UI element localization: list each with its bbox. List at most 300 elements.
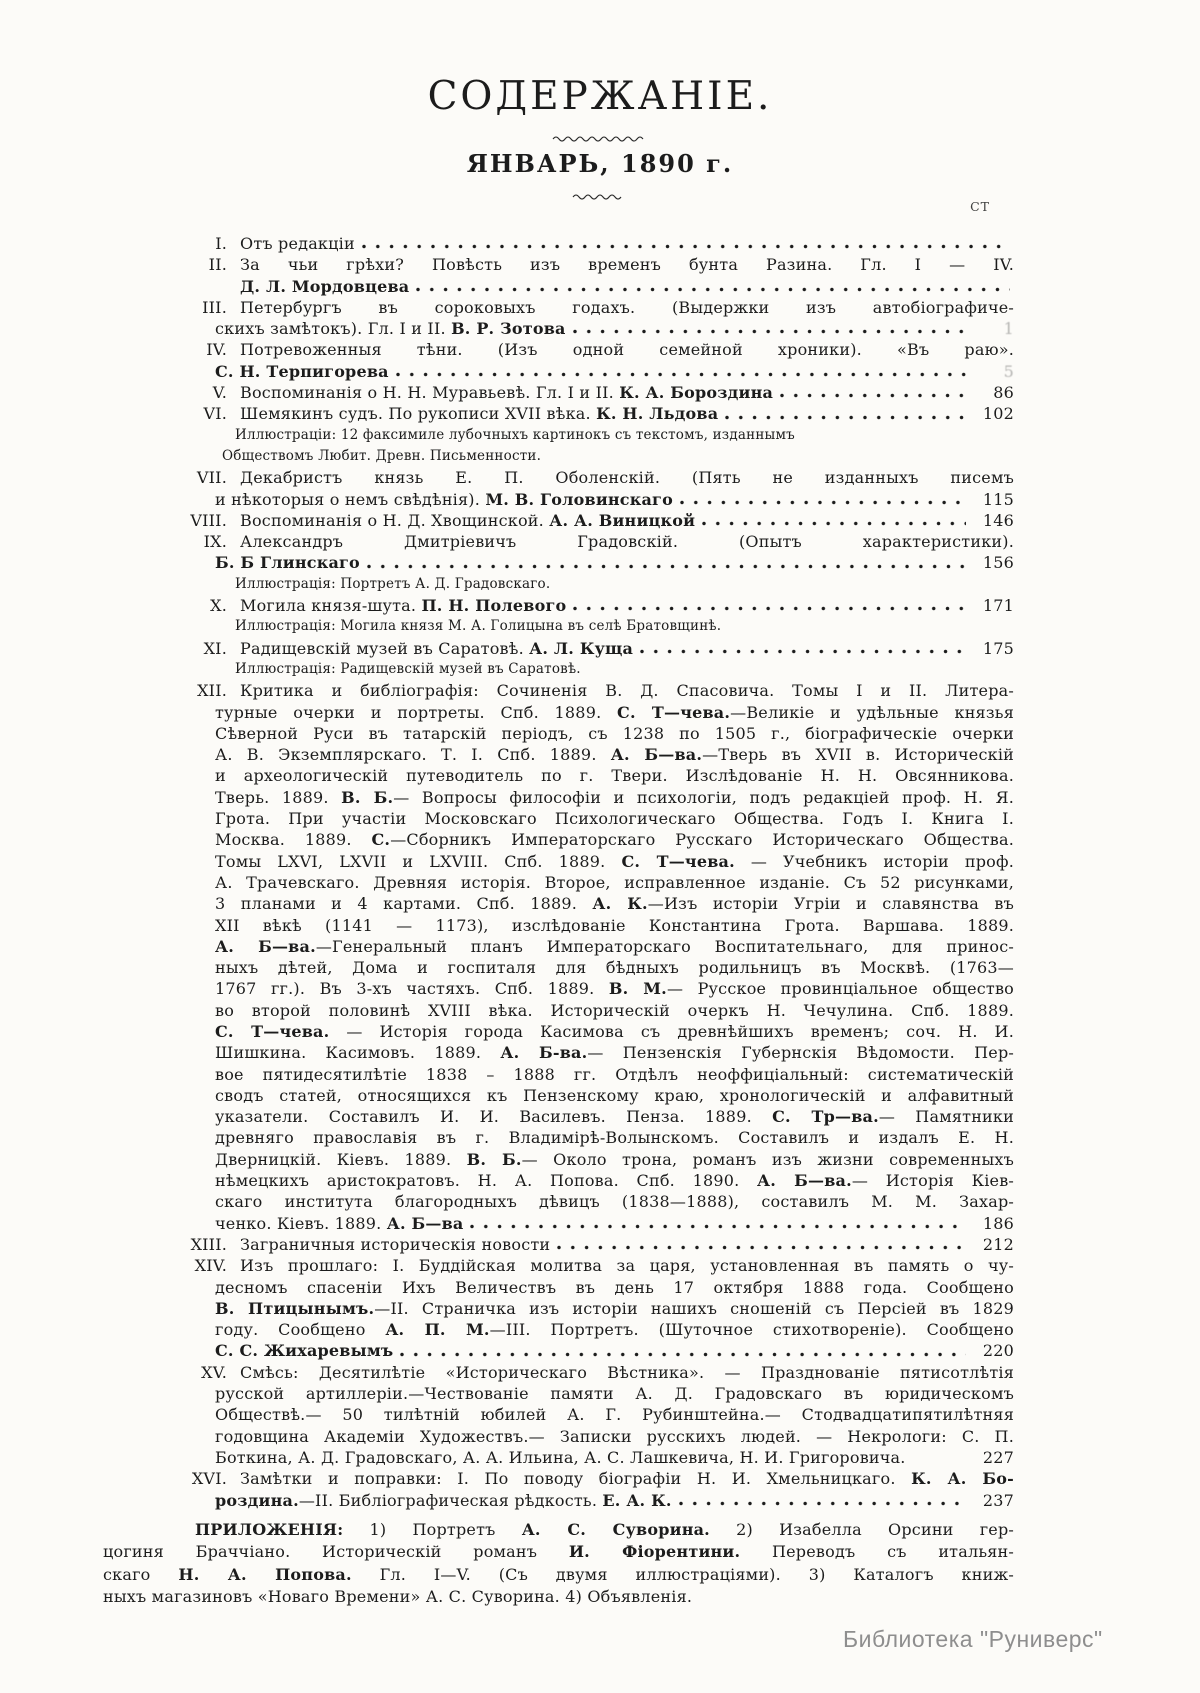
entry-text	[215, 361, 389, 382]
toc-entry	[103, 403, 1014, 467]
entry-text-segment: Томы LXVI, LXVII и LXVIII. Спб. 1889.	[215, 851, 622, 871]
toc-entry	[103, 1255, 1014, 1361]
entry-text-segment: Могила князя-шута.	[240, 596, 422, 616]
entry-text	[215, 1277, 1014, 1298]
toc-line	[103, 744, 1014, 765]
entry-text-segment: —II. Страничка изъ исторіи нашихъ сношеній съ Персіей въ 1829	[374, 1298, 1014, 1318]
toc-line	[103, 957, 1014, 978]
page-number: 237	[982, 1490, 1014, 1510]
entry-text-segment: —Великіе и удѣльные князья	[730, 702, 1014, 722]
entry-text	[215, 1490, 672, 1511]
toc-line	[103, 915, 1014, 936]
toc-line	[103, 1191, 1014, 1212]
entry-text-segment: Москва. 1889.	[215, 830, 372, 850]
entry-text	[215, 957, 1014, 978]
entry-text-segment: и археологическій путеводитель по г. Твери. Изслѣдованіе Н. Н. Овсянникова.	[215, 766, 1014, 786]
entry-text	[215, 1085, 1014, 1106]
entry-text-segment: Переводъ съ итальян-	[740, 1542, 1015, 1562]
author-name: А. А. Виницкой	[549, 510, 696, 530]
entry-text	[240, 1234, 550, 1255]
toc-entry	[103, 510, 1014, 531]
squiggle-divider	[552, 133, 648, 143]
entry-text-segment: Радищевскій музей въ Саратовѣ.	[240, 638, 530, 658]
toc-line	[103, 1234, 1014, 1255]
author-name: А. Б—ва.	[215, 936, 316, 956]
entry-number: XI.	[203, 638, 227, 658]
toc-line	[103, 403, 1014, 424]
entry-number: X.	[210, 596, 227, 616]
author-name: К. А. Бороздина	[619, 383, 774, 403]
appendix-paragraph	[103, 1519, 1014, 1609]
entry-text	[240, 233, 355, 254]
toc-line	[103, 339, 1014, 360]
author-name: А. Л. Куща	[529, 638, 634, 658]
entry-text-segment: 1767 гг.). Въ 3-хъ частяхъ. Спб. 1889.	[215, 979, 609, 999]
entry-text	[215, 978, 1014, 999]
entry-text	[240, 254, 1014, 275]
toc-line	[103, 361, 1014, 382]
entry-text	[215, 1000, 1014, 1021]
entry-text	[215, 1127, 1014, 1148]
entry-number: III.	[202, 297, 227, 317]
entry-text	[240, 403, 718, 424]
entry-text-segment: ныхъ магазиновъ «Новаго Времени» А. С. Суворина. 4) Объявленія.	[103, 1587, 693, 1607]
entry-text	[240, 1362, 1014, 1383]
entry-number: II.	[208, 255, 227, 275]
entry-text-segment: Александръ Дмитріевичъ Градовскій. (Опытъ характеристики).	[240, 532, 1014, 552]
entry-text	[215, 1383, 1014, 1404]
toc-line	[103, 936, 1014, 957]
entry-text-segment: Декабристъ князь Е. П. Оболенскій. (Пять не изданныхъ писемъ	[240, 468, 1014, 488]
entry-text-segment: Заграничныя историческія новости	[240, 1234, 551, 1254]
toc-entry	[103, 339, 1014, 382]
entry-text	[215, 723, 1014, 744]
toc-line	[103, 616, 1014, 637]
entry-text-segment: Шемякинъ судъ. По рукописи XVII вѣка.	[240, 404, 597, 424]
entry-text-segment: —Изъ исторіи Угріи и славянства въ	[647, 894, 1014, 914]
author-name: Н. А. Попова.	[178, 1564, 352, 1584]
entry-text-segment: Сѣверной Руси въ татарскій періодъ, съ 1238 по 1505 г., біографическіе очерки	[215, 723, 1014, 743]
author-name: С. Т—чева.	[621, 851, 735, 871]
dot-leader	[470, 1213, 966, 1234]
toc-line	[103, 595, 1014, 616]
entry-text-segment: скихъ замѣтокъ). Гл. I и II.	[215, 319, 452, 339]
dot-leader	[680, 489, 966, 510]
toc-line	[103, 765, 1014, 786]
toc-entry	[103, 1234, 1014, 1255]
entry-text	[215, 1319, 1014, 1340]
page-number: 220	[982, 1341, 1014, 1361]
page-title: СОДЕРЖАНІЕ.	[427, 74, 773, 119]
page-number: 146	[982, 510, 1014, 530]
entry-text	[215, 787, 1014, 808]
entry-text-segment: Обществомъ Любит. Древн. Письменности.	[222, 447, 542, 464]
author-name: ПРИЛОЖЕНІЯ:	[195, 1520, 344, 1539]
entry-text-segment: Тверь. 1889.	[215, 787, 342, 807]
toc-line	[103, 851, 1014, 872]
toc-line	[103, 254, 1014, 275]
entry-number: VIII.	[190, 510, 227, 530]
entry-text	[240, 595, 566, 616]
entry-text	[240, 382, 773, 403]
entry-text	[240, 1468, 1014, 1489]
entry-text-segment: годовщина Академіи Художествъ.— Записки русскихъ людей. — Некрологи: С. П.	[215, 1426, 1014, 1446]
dot-leader	[640, 638, 966, 659]
author-name: С. Н. Терпигорева	[215, 361, 389, 381]
toc-line	[103, 1000, 1014, 1021]
entry-text	[215, 1191, 1014, 1212]
toc-line	[103, 1255, 1014, 1276]
entry-text	[215, 1149, 1014, 1170]
toc-line	[103, 680, 1014, 701]
page-number: 212	[982, 1234, 1014, 1254]
dot-leader	[725, 403, 966, 424]
entry-text-segment: —Генеральный планъ Императорскаго Воспитательнаго, для принос-	[315, 936, 1014, 956]
entry-text	[215, 1213, 463, 1234]
entry-text	[215, 808, 1014, 829]
entry-text-segment: 2) Изабелла Орсини гер-	[709, 1520, 1015, 1539]
entry-number: XII.	[197, 681, 227, 701]
entry-text	[235, 659, 1014, 680]
entry-text	[215, 1170, 1014, 1191]
toc-entry	[103, 531, 1014, 595]
toc-line	[103, 1447, 1014, 1468]
entry-text-segment: скаго института благородныхъ дѣвицъ (1838—1888), составилъ М. М. Захар-	[215, 1192, 1014, 1212]
entry-text	[215, 1426, 1014, 1447]
entry-text-segment: Замѣтки и поправки: I. По поводу біографіи Н. И. Хмельницкаго.	[240, 1469, 912, 1489]
entry-text-segment: — Учебникъ исторіи проф.	[734, 851, 1014, 871]
entry-text-segment: —Тверь въ XVII в. Историческій	[702, 745, 1015, 765]
entry-text-segment: Гл. I—V. (Съ двумя иллюстраціями). 3) Каталогъ книж-	[351, 1564, 1014, 1584]
entry-text	[240, 467, 1014, 488]
entry-text-segment: Шишкина. Касимовъ. 1889.	[215, 1043, 501, 1063]
entry-text-segment: XII вѣкѣ (1141 — 1173), изслѣдованіе Константина Грота. Варшава. 1889.	[215, 915, 1014, 935]
entry-text-segment: русской артиллеріи.—Чествованіе памяти А. Д. Градовскаго въ юридическомъ	[215, 1384, 1014, 1404]
entry-text	[215, 915, 1014, 936]
entry-text	[235, 574, 1014, 595]
entry-text-segment: Смѣсь: Десятилѣтіе «Историческаго Вѣстника». — Празднованіе пятисотлѣтія	[240, 1362, 1014, 1382]
dot-leader	[702, 510, 966, 531]
toc-line	[103, 1426, 1014, 1447]
library-watermark: Библиотека "Руниверс"	[843, 1626, 1103, 1652]
toc-line	[103, 276, 1014, 297]
toc-line	[103, 425, 1014, 446]
toc-line	[103, 1468, 1014, 1489]
toc-line	[103, 1149, 1014, 1170]
entry-number: IV.	[206, 340, 227, 360]
entry-text	[240, 1255, 1014, 1276]
entry-text	[240, 680, 1014, 701]
entry-text-segment: во второй половинѣ XVIII вѣка. Историческій очеркъ Н. Чечулина. Спб. 1889.	[215, 1000, 1014, 1020]
author-name: роздина.	[215, 1490, 299, 1510]
author-name: А. Б—ва.	[610, 745, 703, 765]
entry-text-segment: Петербургъ въ сороковыхъ годахъ. (Выдержки изъ автобіографиче-	[240, 297, 1014, 317]
page-number: 175	[982, 638, 1014, 658]
toc-line	[103, 1340, 1014, 1361]
entry-text-segment: Иллюстрація: Могила князя М. А. Голицына въ селѣ Братовщинѣ.	[235, 618, 722, 635]
toc-line	[103, 1404, 1014, 1425]
toc-line	[103, 1064, 1014, 1085]
toc-line	[103, 510, 1014, 531]
toc-line	[103, 382, 1014, 403]
entry-text	[240, 531, 1014, 552]
toc-line	[103, 638, 1014, 659]
entry-number: VI.	[203, 404, 227, 424]
toc-line	[103, 1277, 1014, 1298]
author-name: А. С. Суворина.	[521, 1520, 710, 1539]
page-number: 186	[982, 1213, 1014, 1233]
author-name: Е. А. К.	[602, 1490, 672, 1510]
toc-line	[103, 531, 1014, 552]
entry-text	[240, 276, 409, 297]
toc-entry	[103, 1362, 1014, 1468]
author-name: С. Тр—ва.	[772, 1107, 879, 1127]
entry-text-segment: А. В. Экземплярскаго. Т. I. Спб. 1889.	[215, 745, 611, 765]
entry-text	[215, 489, 673, 510]
author-name: И. Фіорентини.	[568, 1542, 741, 1562]
entry-text-segment: году. Сообщено	[215, 1320, 386, 1340]
author-name: Б. Б Глинскаго	[215, 553, 360, 573]
entry-text-segment: За чьи грѣхи? Повѣсть изъ временъ бунта Разина. Гл. I — IV.	[240, 255, 1014, 275]
entry-text-segment: турные очерки и портреты. Спб. 1889.	[215, 702, 618, 722]
entry-text-segment: — Вопросы философіи и психологіи, подъ редакціей проф. Н. Я.	[393, 787, 1014, 807]
entry-text-segment: Боткина, А. Д. Градовскаго, А. А. Ильина, А. С. Лашкевича, Н. И. Григоровича.	[215, 1447, 906, 1467]
table-of-contents	[103, 233, 1014, 1511]
entry-number: XIII.	[190, 1234, 227, 1254]
appendix-line	[103, 1519, 1014, 1541]
entry-text-segment: Критика и библіографія: Сочиненія В. Д. Спасовича. Томы I и II. Литера-	[240, 681, 1014, 701]
entry-text	[215, 1042, 1014, 1063]
entry-text-segment: — Исторія Кіев-	[851, 1171, 1015, 1191]
entry-number: VII.	[196, 468, 227, 488]
entry-text-segment: 3 планами и 4 картами. Спб. 1889.	[215, 894, 593, 914]
entry-text-segment: Дверницкій. Кіевъ. 1889.	[215, 1149, 467, 1169]
toc-line	[103, 659, 1014, 680]
entry-text-segment: и нѣкоторыя о немъ свѣдѣнія).	[215, 489, 486, 509]
entry-text	[215, 851, 1014, 872]
entry-text-segment: скаго	[103, 1564, 179, 1584]
author-name: А. Б—ва	[386, 1213, 464, 1233]
toc-entry	[103, 254, 1014, 297]
entry-text	[215, 1021, 1014, 1042]
page-number: 5	[1003, 361, 1014, 381]
entry-text	[215, 829, 1014, 850]
toc-line	[103, 1021, 1014, 1042]
entry-text-segment: Грота. При участіи Московскаго Психологическаго Общества. Годъ I. Книга I.	[215, 809, 1014, 829]
dot-leader	[400, 1340, 966, 1361]
entry-text	[215, 1340, 393, 1361]
entry-text	[215, 702, 1014, 723]
dot-leader	[396, 361, 966, 382]
entry-text-segment: сводъ статей, относящихся къ Пензенскому краю, хронологическій и алфавитный	[215, 1085, 1014, 1105]
entry-text	[215, 1447, 906, 1468]
author-name: С. С. Жихаревымъ	[215, 1341, 394, 1361]
squiggle-divider-small	[572, 191, 628, 201]
dot-leader	[416, 276, 1010, 297]
appendix-line	[103, 1586, 1014, 1608]
toc-line	[103, 1319, 1014, 1340]
toc-line	[103, 1490, 1014, 1511]
toc-line	[103, 723, 1014, 744]
entry-number: I.	[215, 234, 227, 253]
entry-text	[235, 616, 1014, 637]
author-name: М. В. Головинскаго	[485, 489, 673, 509]
author-name: С. Т—чева.	[215, 1021, 330, 1041]
entry-text-segment: вое пятидесятилѣтіе 1838 – 1888 гг. Отдѣлъ неоффиціальный: систематическій	[215, 1064, 1014, 1084]
entry-text-segment: Воспоминанія о Н. Н. Муравьевѣ. Гл. I и II.	[240, 383, 620, 403]
entry-text	[215, 1298, 1014, 1319]
entry-text	[215, 872, 1014, 893]
entry-text-segment: —III. Портретъ. (Шуточное стихотвореніе). Сообщено	[489, 1320, 1014, 1340]
entry-text	[240, 638, 633, 659]
toc-line	[103, 787, 1014, 808]
dot-leader	[573, 595, 966, 616]
toc-line	[103, 552, 1014, 573]
entry-number: V.	[212, 383, 227, 403]
entry-text-segment: Воспоминанія о Н. Д. Хвощинской.	[240, 510, 550, 530]
entry-text-segment: — Исторія города Касимова съ древнѣйшихъ временъ; соч. Н. И.	[329, 1021, 1014, 1041]
toc-entry	[103, 382, 1014, 403]
toc-line	[103, 808, 1014, 829]
entry-text-segment: 1) Портретъ	[343, 1520, 522, 1539]
entry-text-segment: Иллюстраціи: 12 факсимиле лубочныхъ картинокъ съ текстомъ, изданнымъ	[235, 426, 795, 443]
toc-line	[103, 1170, 1014, 1191]
entry-text-segment: цогиня Браччіано. Историческій романъ	[103, 1542, 569, 1562]
page-number: 171	[982, 596, 1014, 616]
page-column-label: СТ	[970, 199, 990, 214]
dot-leader	[780, 382, 966, 403]
entry-text	[215, 893, 1014, 914]
toc-line	[103, 1362, 1014, 1383]
author-name: В. Б.	[466, 1149, 522, 1169]
entry-text-segment: А. Трачевскаго. Древняя исторія. Второе, исправленное изданіе. Съ 52 рисунками,	[215, 872, 1014, 892]
toc-line	[103, 978, 1014, 999]
entry-text	[215, 1404, 1014, 1425]
toc-line	[103, 1106, 1014, 1127]
toc-line	[103, 1383, 1014, 1404]
dot-leader	[362, 233, 1010, 254]
entry-text-segment: — Пензенскія Губернскія Вѣдомости. Пер-	[587, 1043, 1014, 1063]
entry-text-segment: ченко. Кіевъ. 1889.	[215, 1213, 387, 1233]
entry-text	[215, 318, 566, 339]
author-name: А. К.	[592, 894, 648, 914]
dot-leader	[679, 1490, 966, 1511]
page-number: 1	[1003, 319, 1014, 339]
author-name: В. Р. Зотова	[451, 319, 566, 339]
toc-line	[103, 1213, 1014, 1234]
toc-line	[103, 446, 1014, 467]
dot-leader	[573, 318, 966, 339]
toc-line	[103, 829, 1014, 850]
issue-subtitle: ЯНВАРЬ, 1890 г.	[466, 149, 734, 178]
author-name: А. П. М.	[385, 1320, 490, 1340]
toc-entry	[103, 1468, 1014, 1511]
entry-text-segment: Отъ редакціи	[240, 234, 355, 253]
toc-line	[103, 702, 1014, 723]
entry-text-segment: — Памятники	[878, 1107, 1014, 1127]
toc-line	[103, 1298, 1014, 1319]
author-name: Д. Л. Мордовцева	[240, 276, 410, 296]
entry-text	[215, 1106, 1014, 1127]
author-name: П. Н. Полевого	[421, 596, 567, 616]
entry-text	[215, 1064, 1014, 1085]
toc-line	[103, 1127, 1014, 1148]
author-name: В. Птицынымъ.	[215, 1298, 375, 1318]
toc-entry	[103, 297, 1014, 340]
toc-line	[103, 318, 1014, 339]
page-number: 227	[982, 1447, 1014, 1467]
entry-text-segment: нѣмецкихъ аристократовъ. Н. А. Попова. Спб. 1890.	[215, 1171, 758, 1191]
entry-text-segment: — Русское провинціальное общество	[666, 979, 1014, 999]
author-name: К. Н. Льдова	[596, 404, 719, 424]
entry-text	[215, 765, 1014, 786]
toc-line	[103, 872, 1014, 893]
spacer	[906, 1447, 970, 1468]
entry-text-segment: — Около трона, романъ изъ жизни современныхъ	[521, 1149, 1015, 1169]
toc-line	[103, 233, 1014, 254]
entry-text-segment: древняго православія въ г. Владимірѣ-Волынскомъ. Составилъ и издалъ Е. Н.	[215, 1128, 1014, 1148]
entry-text-segment: Изъ прошлаго: I. Буддійская молитва за царя, установленная въ память о чу-	[240, 1256, 1014, 1276]
entry-text-segment: Иллюстрація: Радищевскій музей въ Саратовѣ.	[235, 660, 581, 677]
toc-line	[103, 1085, 1014, 1106]
toc-entry	[103, 233, 1014, 254]
author-name: С. Т—чева.	[617, 702, 731, 722]
page-number: 115	[982, 489, 1014, 509]
entry-text-segment: —Сборникъ Императорскаго Русскаго Историческаго Общества.	[390, 830, 1014, 850]
entry-text	[222, 446, 1014, 467]
dot-leader	[367, 552, 966, 573]
entry-number: IX.	[203, 532, 227, 552]
author-name: К. А. Бо-	[911, 1469, 1015, 1489]
entry-text	[215, 936, 1014, 957]
entry-text-segment: десномъ спасеніи Ихъ Величествъ въ день 17 октября 1888 года. Сообщено	[215, 1277, 1014, 1297]
entry-text-segment: указатели. Составилъ И. И. Василевъ. Пенза. 1889.	[215, 1107, 773, 1127]
author-name: С.	[371, 830, 391, 850]
entry-number: XV.	[201, 1362, 227, 1382]
page-number: 86	[993, 383, 1014, 403]
page-number: 156	[982, 553, 1014, 573]
toc-entry	[103, 467, 1014, 510]
entry-text-segment: Обществѣ.— 50 тилѣтній юбилей А. Г. Рубинштейна.— Стодвадцатипятилѣтняя	[215, 1405, 1014, 1425]
author-name: В. М.	[608, 979, 667, 999]
toc-line	[103, 1042, 1014, 1063]
toc-line	[103, 297, 1014, 318]
entry-number: XVI.	[191, 1469, 227, 1489]
toc-line	[103, 467, 1014, 488]
appendix-line	[103, 1564, 1014, 1586]
toc-line	[103, 574, 1014, 595]
entry-text	[215, 744, 1014, 765]
toc-line	[103, 489, 1014, 510]
entry-text-segment: —II. Библіографическая рѣдкость.	[298, 1490, 603, 1510]
dot-leader	[557, 1234, 966, 1255]
author-name: А. Б—ва.	[757, 1171, 852, 1191]
entry-number: XIV.	[194, 1256, 227, 1276]
page-number: 102	[982, 404, 1014, 424]
appendix-line	[103, 1541, 1014, 1563]
entry-text-segment: Потревоженныя тѣни. (Изъ одной семейной хроники). «Въ раю».	[240, 340, 1014, 360]
entry-text	[240, 339, 1014, 360]
author-name: А. Б-ва.	[500, 1043, 588, 1063]
toc-entry	[103, 680, 1014, 1234]
entry-text-segment: Иллюстрація: Портретъ А. Д. Градовскаго.	[235, 575, 551, 592]
entry-text	[235, 425, 1014, 446]
entry-text	[240, 297, 1014, 318]
entry-text-segment: ныхъ дѣтей, Дома и госпиталя для бѣдныхъ родильницъ въ Москвѣ. (1763—	[215, 958, 1014, 978]
author-name: В. Б.	[341, 787, 394, 807]
entry-text	[215, 552, 360, 573]
toc-entry	[103, 595, 1014, 638]
